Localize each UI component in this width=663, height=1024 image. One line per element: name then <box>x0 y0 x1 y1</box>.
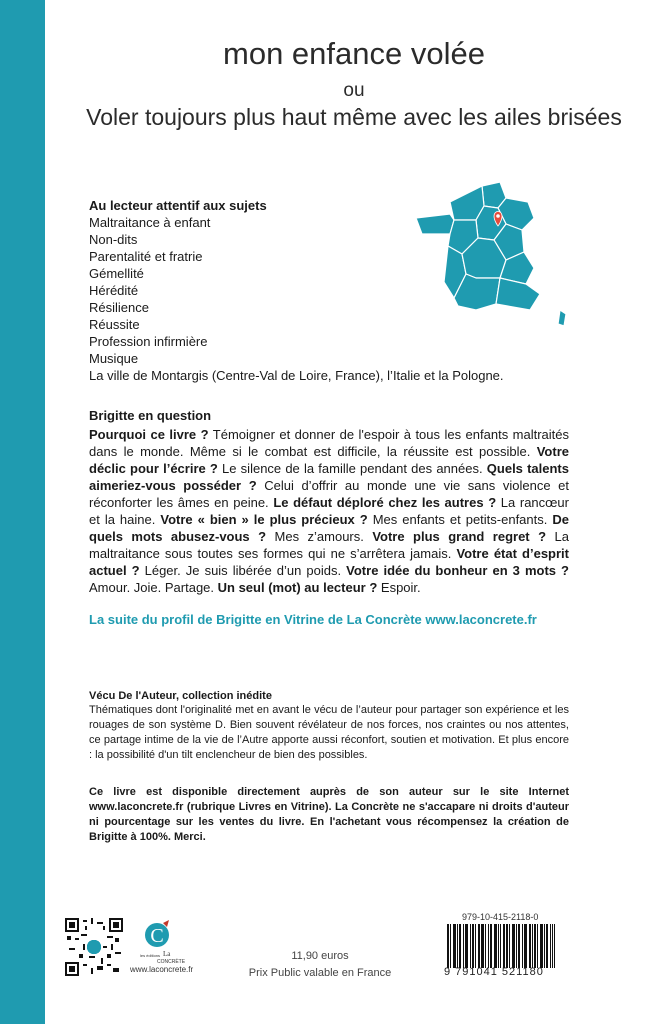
interview-heading: Brigitte en question <box>89 408 212 423</box>
collection-heading: Vécu De l'Auteur, collection inédite <box>89 690 272 702</box>
answer: La rancœur et la haine. <box>89 495 569 527</box>
author-profile-link[interactable]: La suite du profil de Brigitte en Vitrine de La Concrète www.laconcrete.fr <box>89 612 537 627</box>
map-region <box>496 278 540 310</box>
topic-item: Hérédité <box>89 283 139 298</box>
logo-small-text: les éditions <box>140 953 161 958</box>
topic-item: Gémellité <box>89 266 144 281</box>
answer: Celui d’offrir au monde une vie sans violence et réconforter les âmes en peine. <box>89 478 569 510</box>
question: Votre état d’esprit actuel ? <box>89 546 569 578</box>
price-value: 11,90 euros <box>291 950 349 962</box>
topic-item: Profession infirmière <box>89 334 208 349</box>
topics-heading: Au lecteur attentif aux sujets <box>89 198 267 213</box>
answer: Mes enfants et petits-enfants. <box>372 512 548 527</box>
map-region <box>416 214 454 234</box>
answer: Mes z’amours. <box>274 529 364 544</box>
question: Quels talents aimeriez-vous posséder ? <box>89 461 569 493</box>
price-block <box>240 948 400 982</box>
availability-notice: Ce livre est disponible directement auprès de son auteur sur le site Internet www.laconcrete.fr (rubrique Livres en Vitrine). La Concrète ne s'accapare ni droits d'auteur ni pourcentage sur les ventes du livre. En l'achetant vous récompensez la création de Brigitte à 100%. Merci. <box>89 786 569 843</box>
question: Votre plus grand regret ? <box>372 529 547 544</box>
qr-code <box>65 918 123 976</box>
barcode <box>447 924 557 968</box>
question: Le défaut déploré chez les autres ? <box>273 495 497 510</box>
topic-item: Parentalité et fratrie <box>89 249 203 264</box>
topic-item: Résilience <box>89 300 149 315</box>
map-region <box>558 310 566 326</box>
question: Pourquoi ce livre ? <box>89 427 209 442</box>
book-title: mon enfance volée <box>223 36 485 71</box>
barcode-digits: 9 791041 521180 <box>444 966 544 978</box>
answer: Espoir. <box>380 580 421 595</box>
question: Votre « bien » le plus précieux ? <box>160 512 368 527</box>
logo-la-text: La <box>163 950 171 958</box>
isbn-number: 979-10-415-2118-0 <box>462 912 539 922</box>
topic-item: Maltraitance à enfant <box>89 215 211 230</box>
logo-name-text: CONCRÈTE <box>157 959 186 965</box>
question: Votre idée du bonheur en 3 mots ? <box>346 563 569 578</box>
topic-item: La ville de Montargis (Centre-Val de Loire, France), l’Italie et la Pologne. <box>89 368 504 383</box>
question: De quels mots abusez-vous ? <box>89 512 569 544</box>
publisher-url[interactable]: www.laconcrete.fr <box>130 965 194 974</box>
price-note: Prix Public valable en France <box>248 967 392 979</box>
france-map-illustration <box>410 178 570 328</box>
answer: Témoigner et donner de l'espoir à tous les enfants maltraités dans le monde. Même si le combat est difficile, la réussite est possible. <box>89 427 569 459</box>
answer: Le silence de la famille pendant des années. <box>222 461 483 476</box>
answer: Léger. Je suis libérée d’un poids. <box>144 563 342 578</box>
answer: Amour. Joie. Partage. <box>89 580 215 595</box>
topic-item: Réussite <box>89 317 140 332</box>
collection-description: Thématiques dont l'originalité met en avant le vécu de l’auteur pour partager son expérience et les rouages de son système D. Bien souvent révélateur de nos forces, nos craintes ou nos attentes, ce partage intime de la vie de l’Autre apporte aussi réconfort, soutien et motivation. Et plus encore : la possibilité d'un tilt enclencheur de bien des possibles. <box>89 704 569 761</box>
topic-item: Non-dits <box>89 232 138 247</box>
svg-text:C: C <box>150 925 164 947</box>
question: Votre déclic pour l’écrire ? <box>89 444 569 476</box>
book-subtitle: Voler toujours plus haut même avec les ailes brisées <box>86 104 622 130</box>
answer: La maltraitance sous toutes ses formes qui ne s’arrêtera jamais. <box>89 529 569 561</box>
question: Un seul (mot) au lecteur ? <box>217 580 378 595</box>
title-connector: ou <box>343 80 365 101</box>
cover-spine-band <box>0 0 45 1024</box>
interview-body <box>89 426 569 596</box>
topic-item: Musique <box>89 351 139 366</box>
